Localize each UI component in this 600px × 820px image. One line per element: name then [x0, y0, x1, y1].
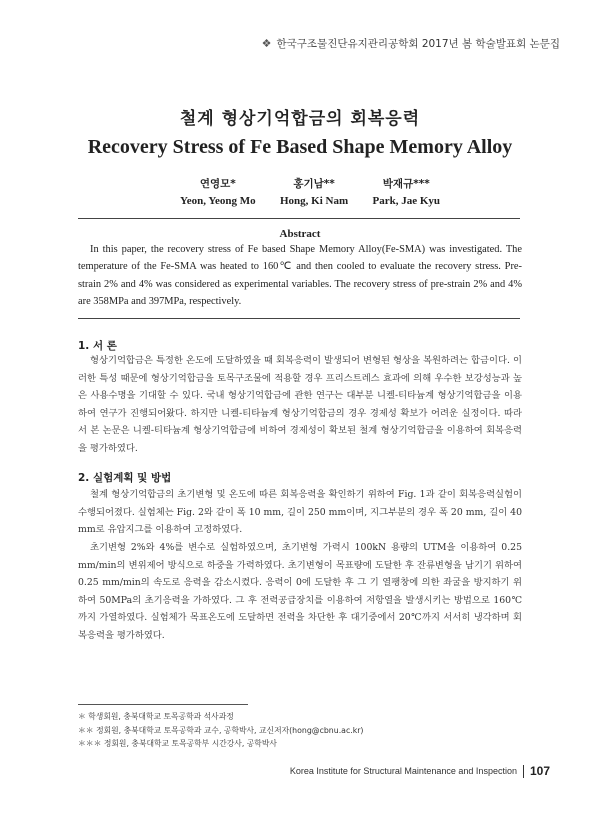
body-paragraph: 형상기억합금은 특정한 온도에 도달하였을 때 회복응력이 발생되어 변형된 형상을 복원하려는 합금이다. 이러한 특성 때문에 형상기억합금을 토목구조물에 적용할 경우 프리스트레스 효과에 의해 우수한 보강성능과 높은 사용수명을 기대할 수 있다. 국내 형상기억합금에 관한 연구는 대부분 니켈-티타늄계 형상기억합금을 이용하여 연구가 진행되어왔다. 하지만 니켈-티타늄계 형상기억합금의 경우 경제성 확보가 어려운 실정이다. 따라서 본 논문은 니켈-티타늄계 형상기억합금에 비하여 경제성이 확보된 철계 형상기억합금을 이용하여 회복응력을 평가하였다.	[78, 355, 522, 454]
section-heading: 2. 실험계획 및 방법	[78, 472, 172, 484]
paper-title-english: Recovery Stress of Fe Based Shape Memory Alloy	[87, 136, 513, 158]
proceedings-header	[262, 36, 560, 51]
author-name-english: Hong, Ki Nam	[280, 195, 349, 207]
footnote: ＊＊ 정회원, 충북대학교 토목공학과 교수, 공학박사, 교신저자(hong@cbnu.ac.kr)	[78, 725, 364, 735]
divider	[78, 318, 520, 319]
author-name-korean: 박재규***	[382, 178, 430, 190]
paper-title-korean: 철계 형상기억합금의 회복응력	[179, 109, 421, 129]
footnote: ＊ 학생회원, 충북대학교 토목공학과 석사과정	[78, 712, 234, 721]
page-footer	[290, 764, 550, 778]
divider	[78, 218, 520, 219]
footnotes	[78, 710, 522, 751]
body-paragraph: 초기변형 2%와 4%를 변수로 실험하였으며, 초기변형 가력시 100kN 용량의 UTM을 이용하여 0.25 mm/min의 변위제어 방식으로 하중을 가력하였다. 초기변형이 목표량에 도달한 후 잔류변형을 남기기 위하여 0.25 mm/min의 속도로 응력을 감소시켰다. 응력이 0에 도달한 후 그 기 열팽창에 의한 좌굴을 방지하기 위하여 50MPa의 초기응력을 가하였다. 그 후 전력공급장치를 이용하여 저항열을 발생시키는 방법으로 160℃까지 가열하였다. 실험체가 목표온도에 도달하면 전력을 차단한 후 대기중에서 20℃까지 서서히 냉각하며 회복응력을 평가하였다.	[78, 542, 522, 641]
section-heading: 1. 서 론	[78, 340, 117, 352]
author-name-english: Yeon, Yeong Mo	[180, 195, 256, 207]
author-list	[180, 176, 440, 207]
abstract-text: In this paper, the recovery stress of Fe based Shape Memory Alloy(Fe-SMA) was investigated. The temperature of the Fe-SMA was heated to 160℃ and then cooled to evaluate the recovery stress. Pre-strain 2% and 4% was considered as experimental variables. The recovery stress of pre-strain 2% and 4% are 358MPa and 397MPa, respectively.	[78, 244, 522, 308]
author	[372, 176, 440, 207]
page-number: 107	[529, 764, 550, 778]
abstract-heading: Abstract	[279, 228, 321, 240]
footnote-divider	[78, 704, 248, 705]
footer-separator	[523, 765, 524, 778]
emblem-icon: ❖	[261, 37, 272, 50]
footnote: ＊＊＊ 정회원, 충북대학교 토목공학부 시간강사, 공학박사	[78, 739, 277, 749]
body-paragraph: 철계 형상기억합금의 초기변형 및 온도에 따른 회복응력을 확인하기 위하여 Fig. 1과 같이 회복응력실험이 수행되어졌다. 실험체는 Fig. 2와 같이 폭 10 mm, 길이 250 mm이며, 지그부분의 경우 폭 20 mm, 길이 40 mm로 유압지그를 이용하여 고정하였다.	[78, 489, 522, 536]
author	[180, 176, 256, 207]
author-name-korean: 홍기남**	[293, 178, 335, 190]
author-name-english: Park, Jae Kyu	[372, 195, 440, 207]
footer-institute: Korea Institute for Structural Maintenance and Inspection	[289, 766, 517, 776]
author-name-korean: 연영모*	[199, 178, 236, 190]
author	[280, 176, 348, 207]
proceedings-title: 한국구조물진단유지관리공학회 2017년 봄 학술발표회 논문집	[276, 38, 560, 50]
